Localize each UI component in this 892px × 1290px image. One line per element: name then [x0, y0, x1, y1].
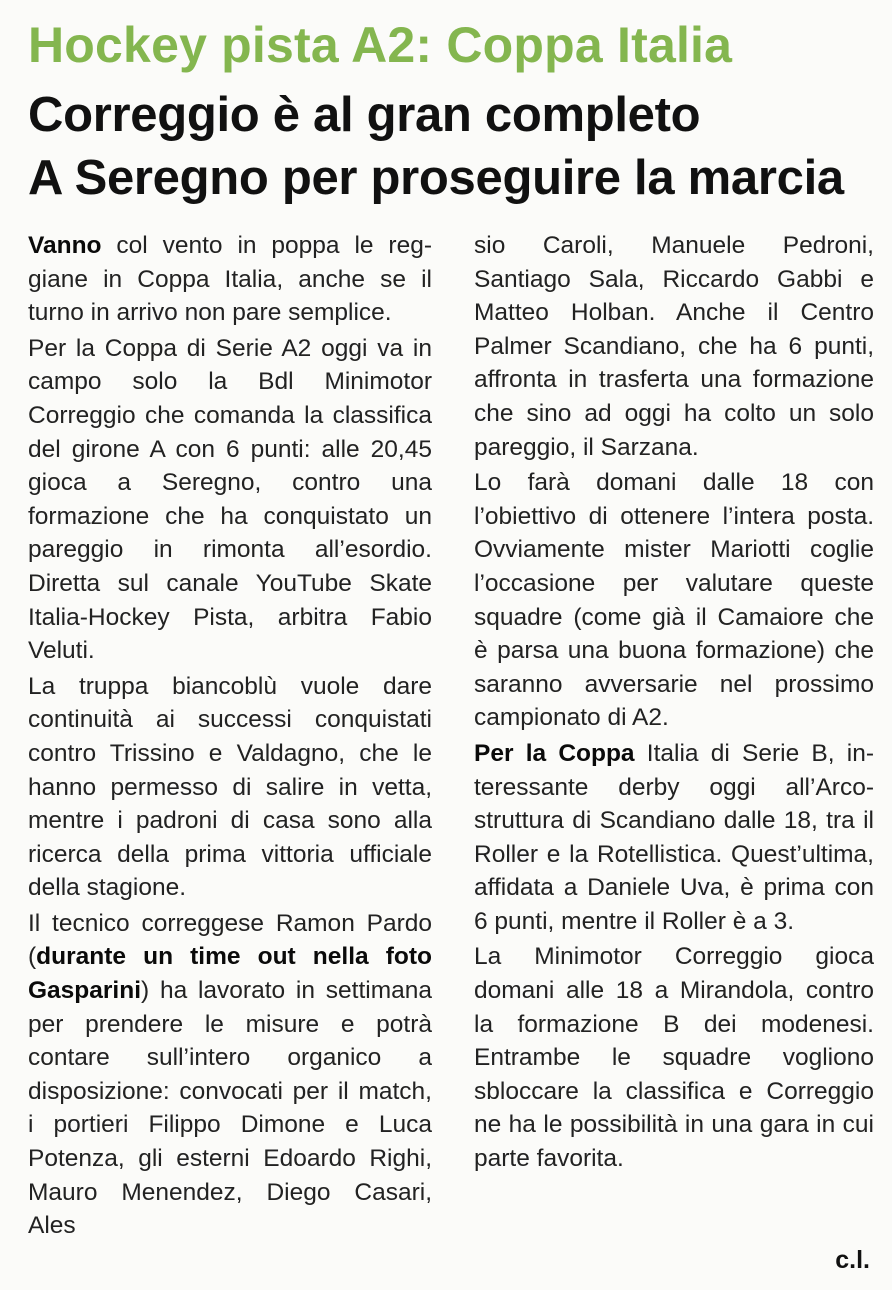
- paragraph-8: La Minimotor Correggio gioca domani alle 18 a Mirandola, contro la formazione B dei modenesi. Entrambe le squadre vogliono sbloccare la classifica e Correggio ne ha le possibilità in una gara in cui parte favorita.: [474, 943, 874, 1173]
- lead-word: Vanno: [28, 232, 102, 259]
- paragraph-1: [28, 229, 432, 330]
- paragraph-2: Per la Coppa di Serie A2 oggi va in campo solo la Bdl Minimotor Correggio che comanda la classifica del girone A con 6 punti: alle 20,45 gioca a Seregno, contro una formazione che ha conquistato un pareggio in rimonta all’esordio. Diretta sul canale YouTube Skate Italia-Hockey Pista, arbitra Fabio Veluti.: [28, 334, 432, 665]
- paragraph-4: [28, 907, 432, 1243]
- paragraph-3: La truppa biancoblù vuole dare continuità ai successi conquistati contro Trissino e Valdagno, che le hanno permesso di salire in vetta, mentre i padroni di casa sono alla ricerca della prima vittoria ufficiale della stagione.: [28, 672, 432, 902]
- article-column-right: [474, 229, 874, 1178]
- paragraph-7-text: Italia di Serie B, interessante derby oggi all’Arcostruttura di Scandiano dalle 18, tra il Roller e la Rotellistica. Quest’ultima, affidata a Daniele Uva, è prima con 6 punti, mentre il Roller è a 3.: [474, 739, 874, 935]
- paragraph-5: sio Caroli, Manuele Pedroni, Santiago Sala, Riccardo Gabbi e Matteo Holban. Anche il Centro Palmer Scandiano, che ha 6 punti, affronta in trasferta una formazione che sino ad oggi ha colto un solo pareggio, il Sarzana.: [474, 232, 874, 461]
- article-title-line-2: A Seregno per proseguire la marcia: [28, 151, 844, 205]
- article-kicker: Hockey pista A2: Coppa Italia: [28, 17, 733, 73]
- photo-caption-inline: durante un time out nella foto Gasparini: [28, 943, 432, 1005]
- author-signature: c.l.: [835, 1246, 870, 1274]
- lead-phrase: Per la Coppa: [474, 739, 635, 767]
- paragraph-7: [474, 737, 874, 939]
- paragraph-1-text: col vento in poppa le reggiane in Coppa Italia, anche se il turno in arrivo non pare semplice.: [28, 232, 432, 327]
- paragraph-6: Lo farà domani dalle 18 con l’obiettivo di ottenere l’intera posta. Ovviamente mister Mariotti coglie l’occasione per valutare queste squadre (come già il Camaiore che è parsa una buona formazione) che saranno avversarie nel prossimo campionato di A2.: [474, 469, 874, 732]
- article-column-left: [28, 229, 432, 1245]
- paragraph-4-end: ) ha lavorato in settimana per prendere le misure e potrà contare sull’intero organico a disposizione: convocati per il match, i portieri Filippo Dimone e Luca Potenza, gli esterni Edoardo Righi, Mauro Menendez, Diego Casari, Ales: [28, 977, 432, 1240]
- paragraph-4-start: Il tecnico correggese Ramon Pardo (: [28, 909, 432, 971]
- article-title-line-1: Correggio è al gran completo: [28, 88, 701, 142]
